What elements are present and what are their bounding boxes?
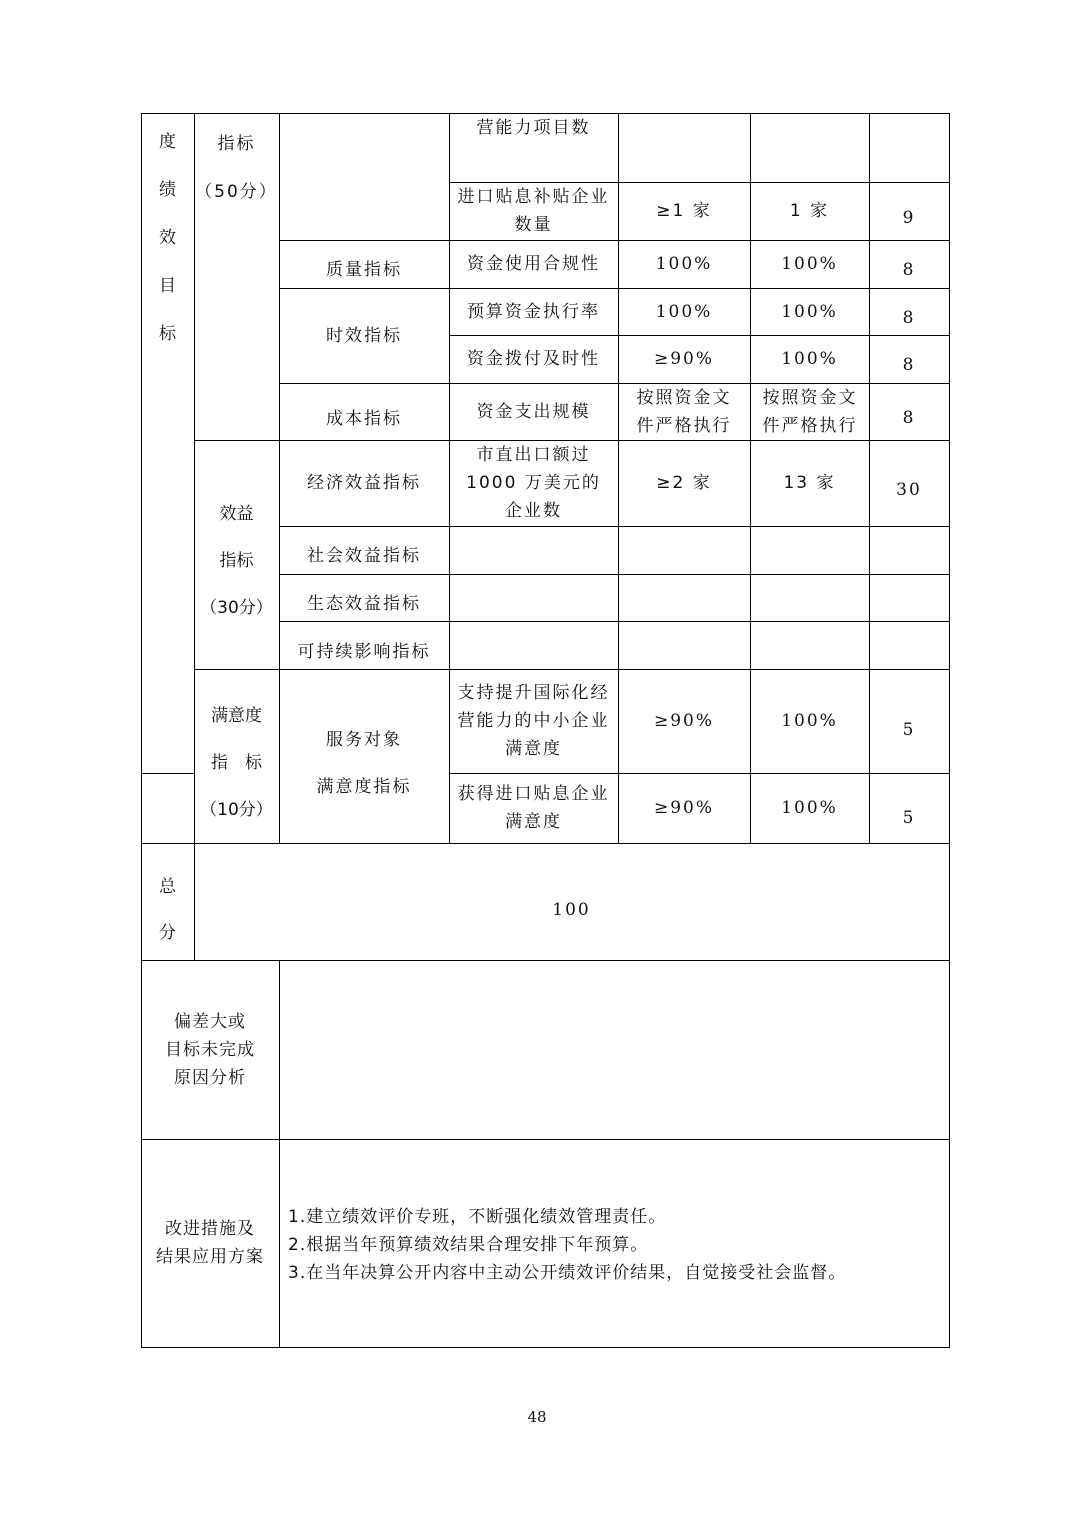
- score-cell: 5: [902, 720, 916, 740]
- score-cell: 8: [902, 355, 916, 375]
- actual-cell: 100%: [781, 349, 838, 369]
- secondary-indicator: 质量指标: [326, 260, 402, 280]
- score-cell: 9: [902, 207, 916, 228]
- secondary-indicator: 成本指标: [326, 409, 402, 429]
- target-cell: ≥90%: [653, 349, 715, 369]
- secondary-indicator: 生态效益指标: [307, 593, 421, 614]
- indicator-cell: 获得进口贴息企业满意度: [457, 784, 610, 832]
- score-cell: 8: [902, 307, 916, 328]
- indicator-cell: 资金支出规模: [476, 401, 591, 422]
- service-satisfaction-label: 服务对象 满意度指标: [316, 730, 412, 797]
- secondary-indicator: 经济效益指标: [307, 473, 421, 493]
- target-cell: ≥90%: [653, 711, 715, 731]
- dimension-label: 度 绩 效 目 标: [159, 132, 176, 344]
- indicator-cell: 营能力项目数: [476, 118, 591, 138]
- deviation-content: [279, 960, 949, 1139]
- total-value: 100: [552, 900, 591, 920]
- target-cell: 100%: [655, 301, 713, 322]
- indicator-cell: 资金拨付及时性: [467, 349, 600, 369]
- actual-cell: 100%: [781, 301, 838, 322]
- score-cell: 8: [902, 260, 916, 280]
- indicator-cell: 支持提升国际化经营能力的中小企业满意度: [457, 683, 610, 759]
- output-indicators-label: 指标: [217, 134, 256, 154]
- improvement-item: 1.建立绩效评价专班，不断强化绩效管理责任。: [288, 1207, 667, 1227]
- secondary-indicator: 社会效益指标: [307, 546, 421, 566]
- output-indicators-score: （50分）: [195, 182, 278, 202]
- indicator-cell: 进口贴息补贴企业数量: [457, 187, 610, 235]
- indicator-cell: 预算资金执行率: [467, 301, 600, 322]
- score-cell: 8: [902, 408, 916, 428]
- page-number: 48: [527, 1408, 547, 1426]
- target-cell: 100%: [655, 254, 713, 274]
- indicator-cell: 资金使用合规性: [467, 254, 600, 274]
- secondary-indicator: 时效指标: [326, 325, 402, 346]
- improvement-item: 2.根据当年预算绩效结果合理安排下年预算。: [288, 1235, 649, 1255]
- secondary-indicator: 可持续影响指标: [297, 641, 431, 662]
- actual-cell: 13 家: [783, 473, 836, 493]
- improvement-list: [288, 1203, 938, 1287]
- benefit-indicators-label: 效益 指标 （30分）: [200, 504, 273, 618]
- target-cell: ≥1 家: [656, 201, 712, 221]
- satisfaction-indicators-label: 满意度 指 标 （10分）: [200, 706, 273, 820]
- actual-cell: 100%: [781, 798, 838, 818]
- indicator-cell: 市直出口额过1000 万美元的企业数: [466, 445, 601, 521]
- actual-cell: 按照资金文件严格执行: [762, 387, 858, 436]
- improvement-label: 改进措施及 结果应用方案: [156, 1219, 264, 1267]
- total-label: 总 分: [159, 877, 176, 943]
- target-cell: ≥90%: [653, 798, 715, 818]
- actual-cell: 100%: [781, 254, 838, 274]
- score-cell: 5: [902, 808, 916, 828]
- improvement-item: 3.在当年决算公开内容中主动公开绩效评价结果，自觉接受社会监督。: [288, 1263, 847, 1283]
- target-cell: 按照资金文件严格执行: [636, 387, 732, 436]
- actual-cell: 100%: [781, 711, 838, 731]
- deviation-label: 偏差大或 目标未完成 原因分析: [165, 1012, 255, 1088]
- score-cell: 30: [896, 480, 922, 500]
- actual-cell: 1 家: [789, 201, 830, 221]
- target-cell: ≥2 家: [656, 473, 712, 493]
